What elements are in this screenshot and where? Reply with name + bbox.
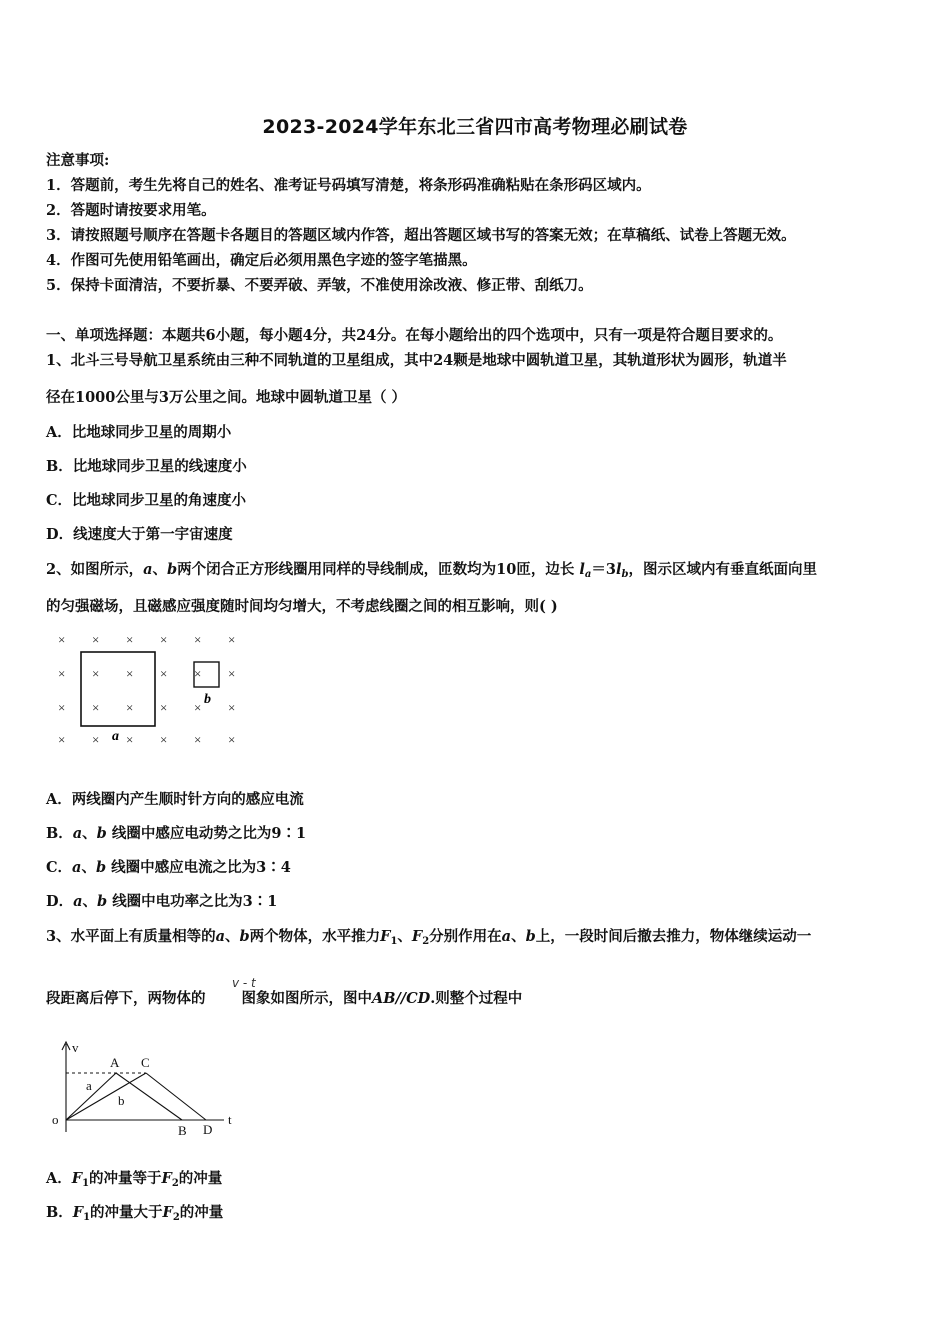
- q1-stem-line1: 1、北斗三号导航卫星系统由三种不同轨道的卫星组成，其中24颗是地球中圆轨道卫星，其轨道形状为圆形，轨道半: [46, 352, 787, 369]
- field-cross: ×: [92, 732, 100, 747]
- field-cross: ×: [92, 700, 100, 715]
- q2-magnetic-field-figure: [50, 628, 250, 753]
- field-cross: ×: [126, 632, 134, 647]
- opt-text: 线圈中感应电流之比为3∶4: [111, 859, 291, 876]
- field-cross: ×: [92, 632, 100, 647]
- q3-text: 图象如图所示，图中: [241, 990, 372, 1007]
- q1-option-a: A．比地球同步卫星的周期小: [46, 424, 232, 441]
- q3-text: 上，一段时间后撤去推力，物体继续运动一: [535, 928, 812, 945]
- opt-label: B．: [46, 1204, 73, 1221]
- sep: 、: [511, 928, 526, 945]
- q1-option-d: D．线速度大于第一宇宙速度: [46, 526, 233, 543]
- var-b: b: [96, 825, 107, 842]
- field-cross: ×: [194, 732, 202, 747]
- field-cross: ×: [58, 732, 66, 747]
- q3-text: 3、水平面上有质量相等的: [46, 928, 216, 945]
- sep: 、: [82, 893, 97, 910]
- field-cross: ×: [160, 700, 168, 715]
- var-b: b: [239, 928, 250, 945]
- var-F: F: [380, 928, 391, 945]
- field-cross: ×: [228, 666, 236, 681]
- q2-option-d: [46, 893, 277, 911]
- field-cross: ×: [194, 632, 202, 647]
- q1-option-c: C．比地球同步卫星的角速度小: [46, 492, 247, 509]
- sep: 、: [152, 561, 167, 578]
- q3-stem-line1: [46, 928, 811, 946]
- field-cross: ×: [58, 632, 66, 647]
- q2-text: 两个闭合正方形线圈用同样的导线制成，匝数均为10匝，边长: [177, 561, 575, 578]
- sub-1: 1: [83, 1212, 91, 1223]
- sub-2: 2: [172, 1212, 180, 1223]
- q3-text: 分别作用在: [429, 928, 502, 945]
- line-AB: [116, 1073, 182, 1120]
- opt-text: 的冲量等于: [89, 1170, 162, 1187]
- var-b: b: [167, 561, 178, 578]
- q3-text: .则整个过程中: [430, 990, 523, 1007]
- q3-stem-line2: [46, 990, 522, 1008]
- var-F: F: [71, 1170, 83, 1187]
- sep: 、: [397, 928, 412, 945]
- sub-a: a: [584, 569, 592, 580]
- field-cross: ×: [160, 666, 168, 681]
- vt-formula: v - t: [232, 976, 256, 990]
- var-b: b: [96, 893, 108, 910]
- notice-heading: 注意事项:: [46, 152, 110, 169]
- var-a: a: [72, 859, 82, 876]
- section-heading: 一、单项选择题：本题共6小题，每小题4分，共24分。在每小题给出的四个选项中，只有一项是符合题目要求的。: [46, 327, 783, 344]
- var-l: l: [615, 561, 622, 578]
- notice-item: 2．答题时请按要求用笔。: [46, 202, 216, 219]
- sub-1: 1: [390, 936, 398, 947]
- q1-stem-line2: 径在1000公里与3万公里之间。地球中圆轨道卫星（ ）: [46, 389, 406, 406]
- q2-stem-line2: 的匀强磁场，且磁感应强度随时间均匀增大，不考虑线圈之间的相互影响，则( ): [46, 598, 558, 615]
- field-cross: ×: [194, 666, 202, 681]
- q2-stem-line1: [46, 561, 817, 579]
- field-cross: ×: [228, 732, 236, 747]
- opt-text: 线圈中电功率之比为3∶1: [112, 893, 278, 910]
- q2-option-a: A．两线圈内产生顺时针方向的感应电流: [46, 791, 304, 808]
- opt-text: 的冲量: [179, 1204, 224, 1221]
- field-cross: ×: [92, 666, 100, 681]
- var-F: F: [72, 1204, 84, 1221]
- axis-t: t: [228, 1112, 232, 1127]
- label-b: b: [118, 1093, 125, 1108]
- sep: 、: [81, 859, 96, 876]
- q2-text: ，图示区域内有垂直纸面向里: [628, 561, 817, 578]
- q2-text: 2、如图所示，: [46, 561, 144, 578]
- ab-parallel-cd: AB//CD: [372, 990, 431, 1007]
- notice-item: 5．保持卡面清洁，不要折暴、不要弄破、弄皱，不准使用涂改液、修正带、刮纸刀。: [46, 277, 593, 294]
- sub-2: 2: [171, 1178, 179, 1189]
- q3-option-a: [46, 1170, 222, 1188]
- line-CD: [146, 1073, 206, 1120]
- var-b: b: [525, 928, 536, 945]
- var-a: a: [73, 893, 83, 910]
- opt-text: 的冲量: [178, 1170, 223, 1187]
- field-cross: ×: [228, 632, 236, 647]
- field-crosses: [58, 632, 235, 747]
- var-a: a: [72, 825, 83, 842]
- axis-v: v: [72, 1040, 79, 1055]
- field-cross: ×: [160, 632, 168, 647]
- page-title: 2023-2024学年东北三省四市高考物理必刷试卷: [262, 116, 688, 138]
- sep: 、: [82, 825, 97, 842]
- sep: 、: [225, 928, 240, 945]
- notice-item: 4．作图可先使用铅笔画出，确定后必须用黑色字迹的签字笔描黑。: [46, 252, 477, 269]
- var-F: F: [162, 1204, 173, 1221]
- field-cross: ×: [126, 666, 134, 681]
- point-C: C: [141, 1055, 150, 1070]
- notice-item: 3．请按照题号顺序在答题卡各题目的答题区域内作答，超出答题区域书写的答案无效；在草稿纸、试卷上答题无效。: [46, 227, 796, 244]
- opt-text: 的冲量大于: [90, 1204, 163, 1221]
- label-a: a: [112, 729, 119, 744]
- eq: ＝3: [591, 561, 616, 578]
- var-l: l: [579, 561, 585, 578]
- q3-text: 两个物体，水平推力: [249, 928, 381, 945]
- origin-o: o: [52, 1112, 59, 1127]
- field-cross: ×: [126, 700, 134, 715]
- opt-text: 线圈中感应电动势之比为9∶1: [111, 825, 307, 842]
- sub-1: 1: [82, 1178, 90, 1189]
- point-B: B: [178, 1123, 187, 1138]
- notice-item: 1．答题前，考生先将自己的姓名、准考证号码填写清楚，将条形码准确粘贴在条形码区域内。: [46, 177, 651, 194]
- opt-label: C．: [46, 859, 73, 876]
- field-cross: ×: [194, 700, 202, 715]
- field-cross: ×: [160, 732, 168, 747]
- q1-option-b: B．比地球同步卫星的线速度小: [46, 458, 247, 475]
- line-oC: [66, 1073, 146, 1120]
- point-A: A: [110, 1055, 120, 1070]
- var-a: a: [501, 928, 512, 945]
- q3-vt-graph: [48, 1036, 248, 1144]
- q3-option-b: [46, 1204, 223, 1222]
- opt-label: D．: [46, 893, 74, 910]
- sub-2: 2: [422, 936, 430, 947]
- sub-b: b: [621, 569, 629, 580]
- var-b: b: [95, 859, 107, 876]
- var-F: F: [161, 1170, 172, 1187]
- opt-label: A．: [46, 1170, 72, 1187]
- label-b: b: [204, 692, 211, 707]
- var-a: a: [215, 928, 225, 945]
- opt-label: B．: [46, 825, 73, 842]
- field-cross: ×: [58, 700, 66, 715]
- q2-option-c: [46, 859, 291, 877]
- field-cross: ×: [228, 700, 236, 715]
- point-D: D: [203, 1122, 213, 1137]
- q3-text: 段距离后停下，两物体的: [46, 990, 206, 1007]
- field-cross: ×: [58, 666, 66, 681]
- var-a: a: [143, 561, 153, 578]
- var-F: F: [411, 928, 423, 945]
- field-cross: ×: [126, 732, 134, 747]
- q2-option-b: [46, 825, 306, 843]
- label-a: a: [86, 1078, 92, 1093]
